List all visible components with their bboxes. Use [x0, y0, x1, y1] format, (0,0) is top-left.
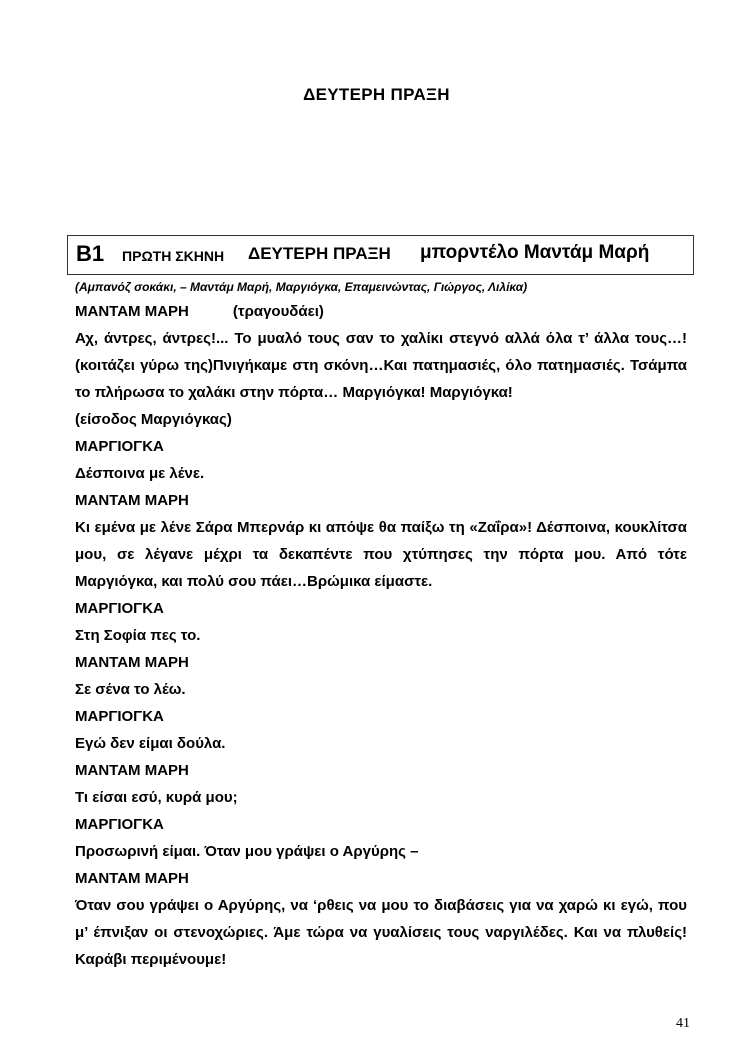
- speaker-name: ΜΑΝΤΑΜ ΜΑΡΗ: [75, 762, 189, 779]
- dialogue-text: Όταν σου γράψει ο Αργύρης, να ‘ρθεις να μου το διαβάσεις για να χαρώ κι εγώ, που μ’ έπνιξαν οι στενοχώριες. Άμε τώρα να γυαλίσεις τους ναργιλέδες. Και να πλυθείς! Καράβι περιμένουμε!: [75, 897, 687, 968]
- speaker-name: ΜΑΝΤΑΜ ΜΑΡΗ: [75, 870, 189, 887]
- dialogue-text: Δέσποινα με λένε.: [75, 465, 205, 482]
- dialogue-text: Προσωρινή είμαι. Όταν μου γράψει ο Αργύρης –: [75, 843, 419, 860]
- scene-code: Β1: [76, 241, 105, 266]
- act-heading: ΔΕΥΤΕΡΗ ΠΡΑΞΗ: [303, 85, 450, 104]
- dialogue-block: [75, 298, 687, 973]
- stage-direction: (Αμπανόζ σοκάκι, – Μαντάμ Μαρή, Μαργιόγκα, Επαμεινώντας, Γιώργος, Λιλίκα): [75, 280, 528, 294]
- speaker-direction: (τραγουδάει): [232, 303, 324, 320]
- speaker-name: ΜΑΡΓΙΟΓΚΑ: [75, 816, 164, 833]
- dialogue-text: Κι εμένα με λένε Σάρα Μπερνάρ κι απόψε θα παίξω τη «Ζαΐρα»! Δέσποινα, κουκλίτσα μου, σε λέγανε μέχρι τα δεκαπέντε που χτύπησες την πόρτα μου. Από τότε Μαργιόγκα, και πολύ σου πάει…Βρώμικα είμαστε.: [75, 519, 687, 590]
- scene-title: ΠΡΩΤΗ ΣΚΗΝΗ: [122, 248, 225, 264]
- page-number: 41: [676, 1016, 690, 1031]
- dialogue-text: (είσοδος Μαργιόγκας): [75, 411, 232, 428]
- speaker-name: ΜΑΝΤΑΜ ΜΑΡΗ: [75, 654, 189, 671]
- dialogue-text: Εγώ δεν είμαι δούλα.: [75, 735, 226, 752]
- scene-model: μπορντέλο Μαντάμ Μαρή: [420, 242, 650, 263]
- speaker-name: ΜΑΡΓΙΟΓΚΑ: [75, 438, 164, 455]
- speaker-name: ΜΑΝΤΑΜ ΜΑΡΗ: [75, 303, 189, 320]
- speaker-name: ΜΑΝΤΑΜ ΜΑΡΗ: [75, 492, 189, 509]
- speaker-name: ΜΑΡΓΙΟΓΚΑ: [75, 600, 164, 617]
- speaker-line: [75, 298, 687, 325]
- scene-header-box: [67, 235, 694, 275]
- speaker-name: ΜΑΡΓΙΟΓΚΑ: [75, 708, 164, 725]
- dialogue-text: Τι είσαι εσύ, κυρά μου;: [75, 789, 238, 806]
- dialogue-text: Στη Σοφία πες το.: [75, 627, 201, 644]
- scene-act-title: ΔΕΥΤΕΡΗ ΠΡΑΞΗ: [248, 244, 391, 263]
- dialogue-text: Σε σένα το λέω.: [75, 681, 186, 698]
- dialogue-text: Αχ, άντρες, άντρες!... Το μυαλό τους σαν το χαλίκι στεγνό αλλά όλα τ’ άλλα τους…!(κοιτάζει γύρω της)Πνιγήκαμε στη σκόνη…Και πατημασιές, όλο πατημασιές. Τσάμπα το πλήρωσα το χαλάκι στην πόρτα… Μαργιόγκα! Μαργιόγκα!: [75, 330, 687, 401]
